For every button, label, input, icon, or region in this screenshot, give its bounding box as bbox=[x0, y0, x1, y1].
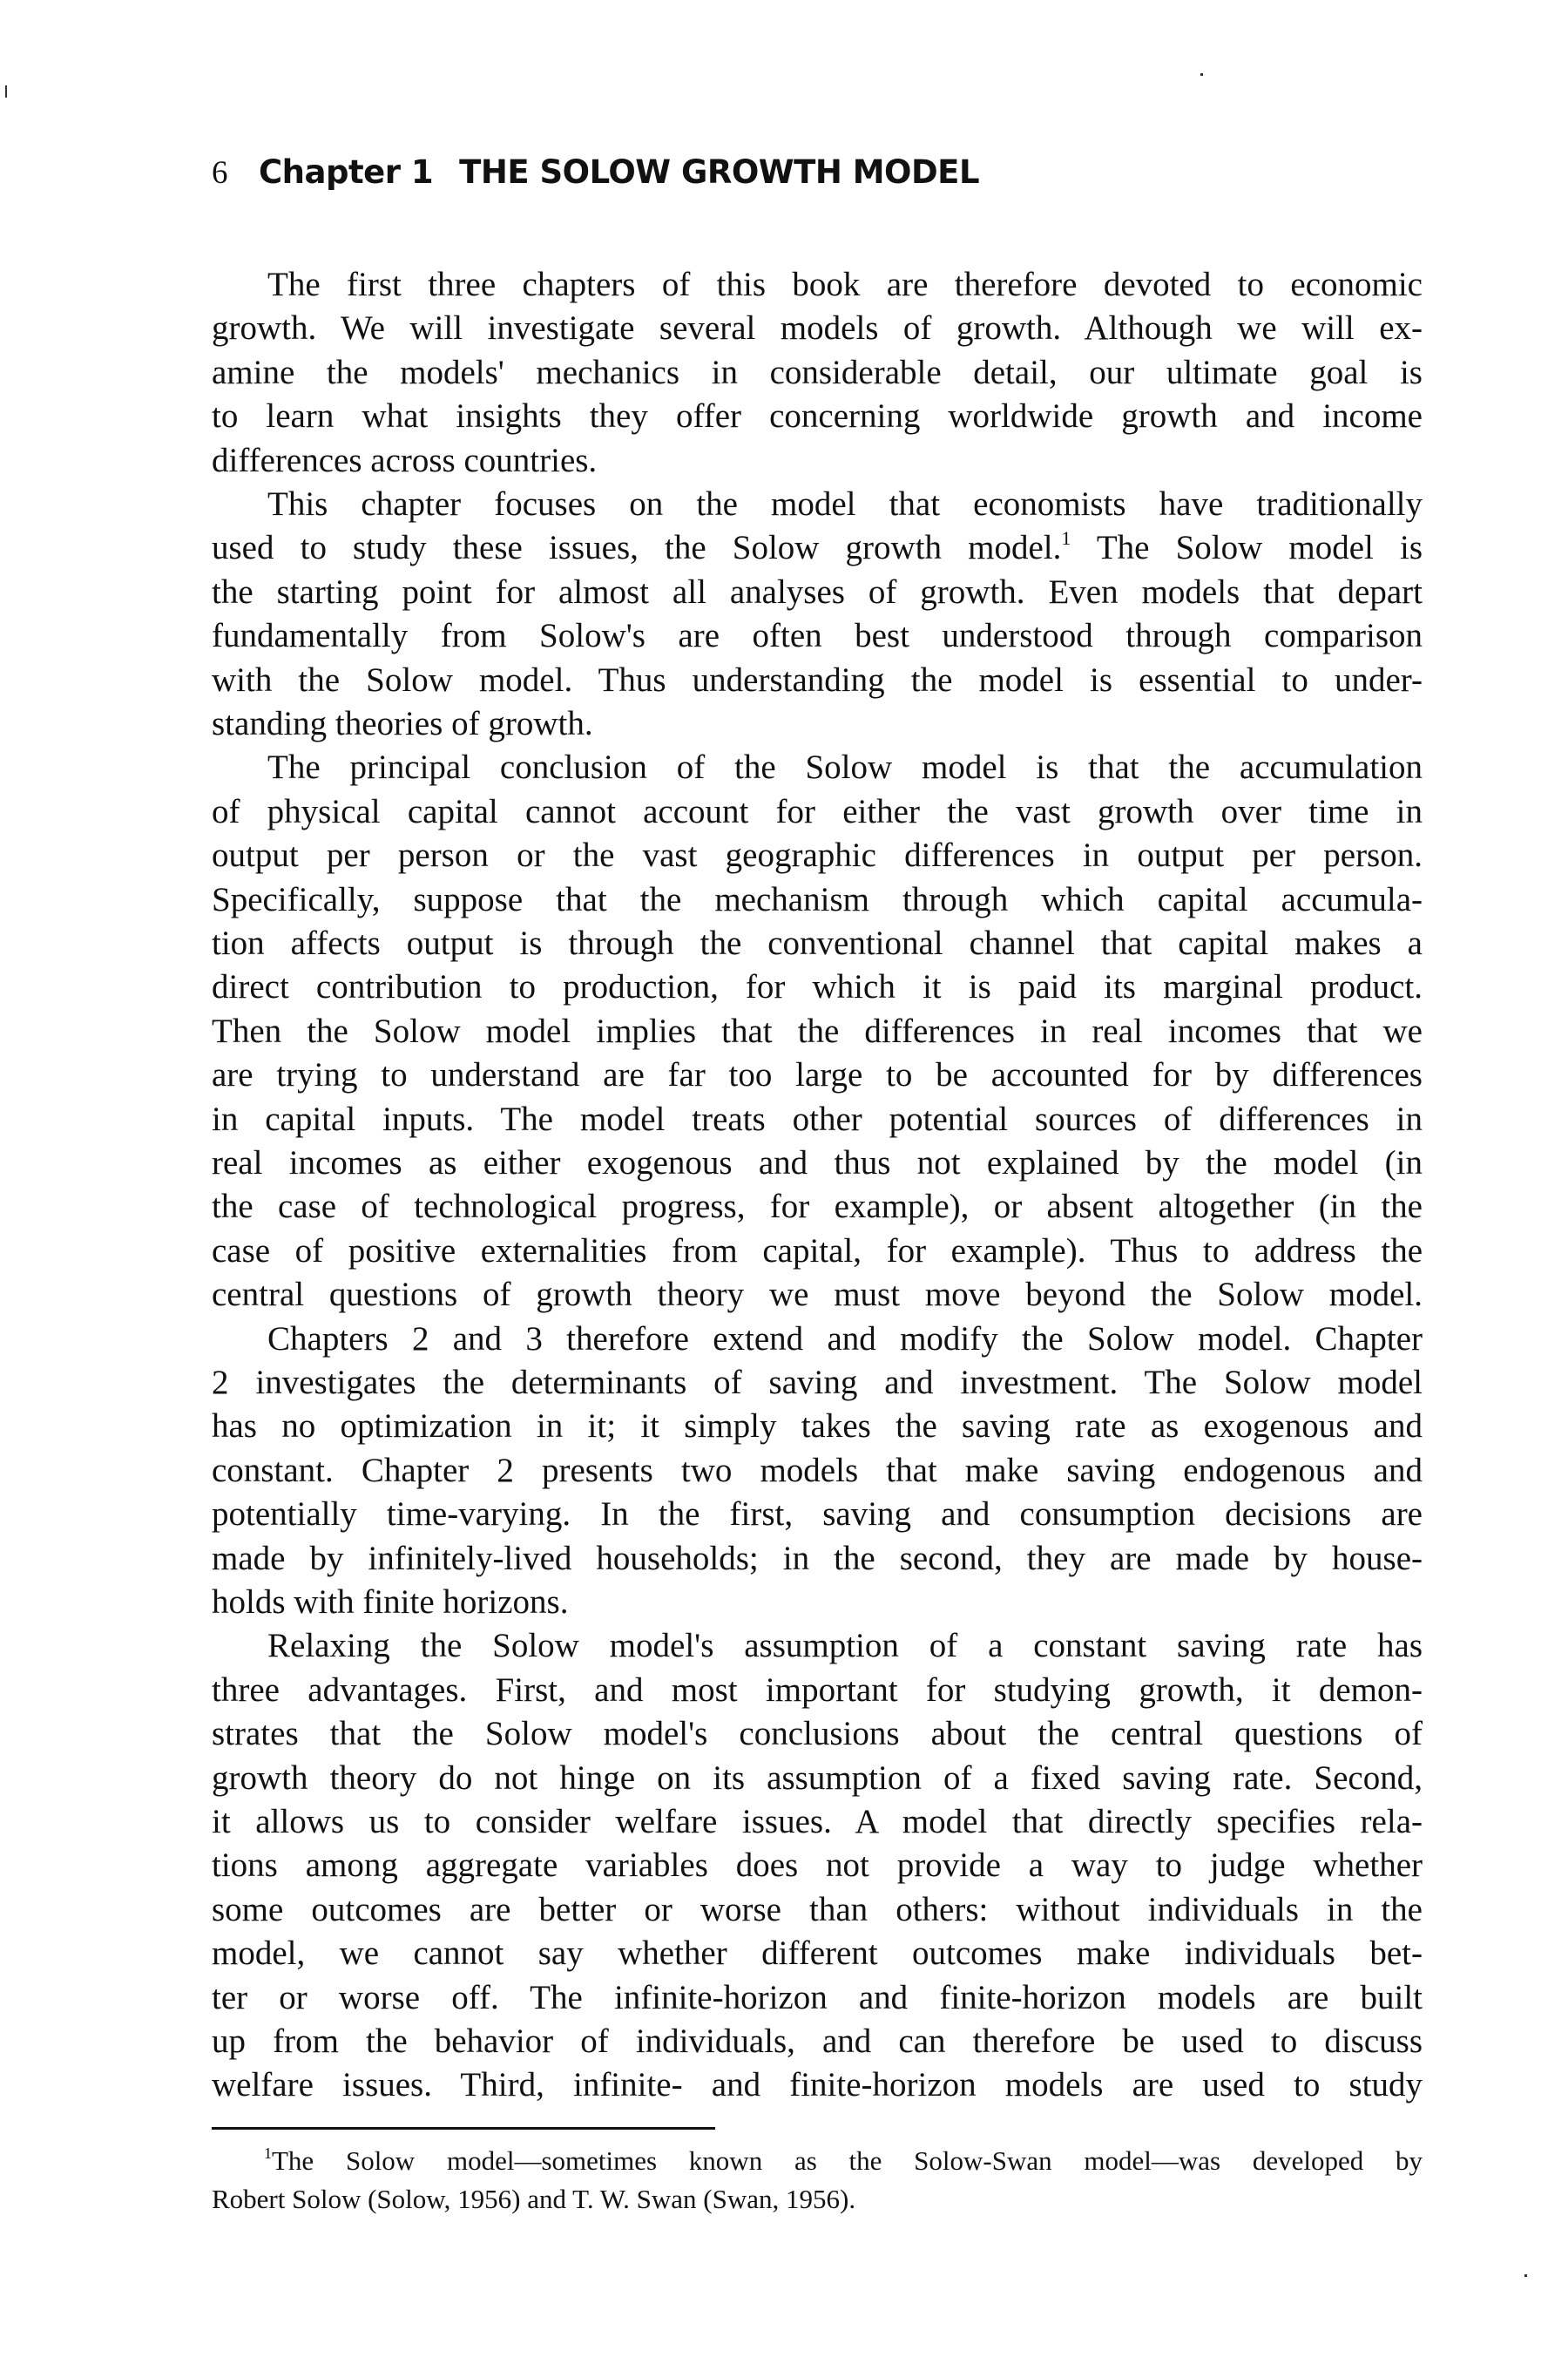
paragraph-line: made by infinitely-lived households; in the second, they are made by house- bbox=[212, 1540, 1423, 1577]
footnote-text: The Solow model—sometimes known as the Solow-Swan model—was developed by bbox=[272, 2145, 1423, 2176]
paragraph-line: some outcomes are better or worse than others: without individuals in the bbox=[212, 1891, 1423, 1928]
text-run: used to study these issues, the Solow growth model. bbox=[212, 529, 1062, 566]
page-number: 6 bbox=[212, 155, 227, 191]
paragraph-line: holds with finite horizons. bbox=[212, 1583, 569, 1621]
paragraph-line: central questions of growth theory we must move beyond the Solow model. bbox=[212, 1276, 1423, 1313]
paragraph-line: of physical capital cannot account for either the vast growth over time in bbox=[212, 793, 1423, 830]
scan-artifact bbox=[1200, 73, 1203, 76]
paragraph-line: standing theories of growth. bbox=[212, 705, 593, 742]
paragraph-line: The principal conclusion of the Solow model is that the accumulation bbox=[267, 749, 1423, 786]
paragraph-line: with the Solow model. Thus understanding the model is essential to under- bbox=[212, 661, 1423, 699]
paragraph-line: growth theory do not hinge on its assumption of a fixed saving rate. Second, bbox=[212, 1759, 1423, 1797]
paragraph-line: fundamentally from Solow's are often best understood through comparison bbox=[212, 617, 1423, 654]
paragraph-line: three advantages. First, and most important for studying growth, it demon- bbox=[212, 1671, 1423, 1709]
footnote-separator bbox=[212, 2127, 715, 2130]
scan-artifact bbox=[5, 85, 7, 98]
paragraph-line: 2 investigates the determinants of saving and investment. The Solow model bbox=[212, 1364, 1423, 1401]
paragraph-line: output per person or the vast geographic differences in output per person. bbox=[212, 837, 1423, 874]
paragraph-line: real incomes as either exogenous and thus not explained by the model (in bbox=[212, 1144, 1423, 1182]
paragraph-line: in capital inputs. The model treats other potential sources of differences in bbox=[212, 1101, 1423, 1138]
paragraph-line: the starting point for almost all analyses of growth. Even models that depart bbox=[212, 573, 1423, 611]
paragraph-line: it allows us to consider welfare issues. A model that directly specifies rela- bbox=[212, 1803, 1423, 1840]
paragraph-line: strates that the Solow model's conclusions about the central questions of bbox=[212, 1715, 1423, 1752]
paragraph-line: Chapters 2 and 3 therefore extend and modify the Solow model. Chapter bbox=[267, 1320, 1423, 1358]
paragraph-line: Then the Solow model implies that the differences in real incomes that we bbox=[212, 1013, 1423, 1050]
paragraph-line: tion affects output is through the conventional channel that capital makes a bbox=[212, 925, 1423, 962]
scan-artifact bbox=[1524, 2274, 1527, 2277]
paragraph-line: The first three chapters of this book are therefore devoted to economic bbox=[267, 266, 1423, 303]
paragraph-line: amine the models' mechanics in considerable detail, our ultimate goal is bbox=[212, 354, 1423, 391]
paragraph-line: to learn what insights they offer concerning worldwide growth and income bbox=[212, 397, 1423, 435]
paragraph-line: tions among aggregate variables does not provide a way to judge whether bbox=[212, 1846, 1423, 1884]
paragraph-line: case of positive externalities from capital, for example). Thus to address the bbox=[212, 1232, 1423, 1270]
footnote-ref[interactable]: 1 bbox=[1061, 527, 1071, 549]
paragraph-line: Relaxing the Solow model's assumption of a constant saving rate has bbox=[267, 1627, 1423, 1664]
paragraph-line: ter or worse off. The infinite-horizon and finite-horizon models are built bbox=[212, 1979, 1423, 2016]
chapter-title: THE SOLOW GROWTH MODEL bbox=[459, 153, 980, 191]
footnote-line bbox=[264, 2142, 1423, 2180]
paragraph-line: This chapter focuses on the model that economists have traditionally bbox=[267, 485, 1423, 523]
paragraph-line bbox=[212, 526, 1423, 570]
paragraph-line: model, we cannot say whether different outcomes make individuals bet- bbox=[212, 1934, 1423, 1972]
paragraph-line: differences across countries. bbox=[212, 442, 598, 479]
footnote-line: Robert Solow (Solow, 1956) and T. W. Swan (Swan, 1956). bbox=[212, 2184, 856, 2214]
paragraph-line: has no optimization in it; it simply takes the saving rate as exogenous and bbox=[212, 1407, 1423, 1445]
paragraph-line: direct contribution to production, for which it is paid its marginal product. bbox=[212, 968, 1423, 1006]
paragraph-line: up from the behavior of individuals, and can therefore be used to discuss bbox=[212, 2022, 1423, 2060]
paragraph-line: the case of technological progress, for example), or absent altogether (in the bbox=[212, 1188, 1423, 1225]
text-run: The Solow model is bbox=[1096, 529, 1423, 566]
paragraph-line: growth. We will investigate several models of growth. Although we will ex- bbox=[212, 309, 1423, 347]
running-header bbox=[212, 153, 979, 192]
chapter-label: Chapter 1 bbox=[259, 153, 434, 191]
paragraph-line: are trying to understand are far too large to be accounted for by differences bbox=[212, 1056, 1423, 1094]
paragraph-line: Specifically, suppose that the mechanism through which capital accumula- bbox=[212, 881, 1423, 918]
paragraph-line: potentially time-varying. In the first, saving and consumption decisions are bbox=[212, 1495, 1423, 1533]
paragraph-line: welfare issues. Third, infinite- and finite-horizon models are used to study bbox=[212, 2066, 1423, 2104]
footnote-marker: 1 bbox=[264, 2144, 272, 2162]
paragraph-line: constant. Chapter 2 presents two models that make saving endogenous and bbox=[212, 1452, 1423, 1489]
